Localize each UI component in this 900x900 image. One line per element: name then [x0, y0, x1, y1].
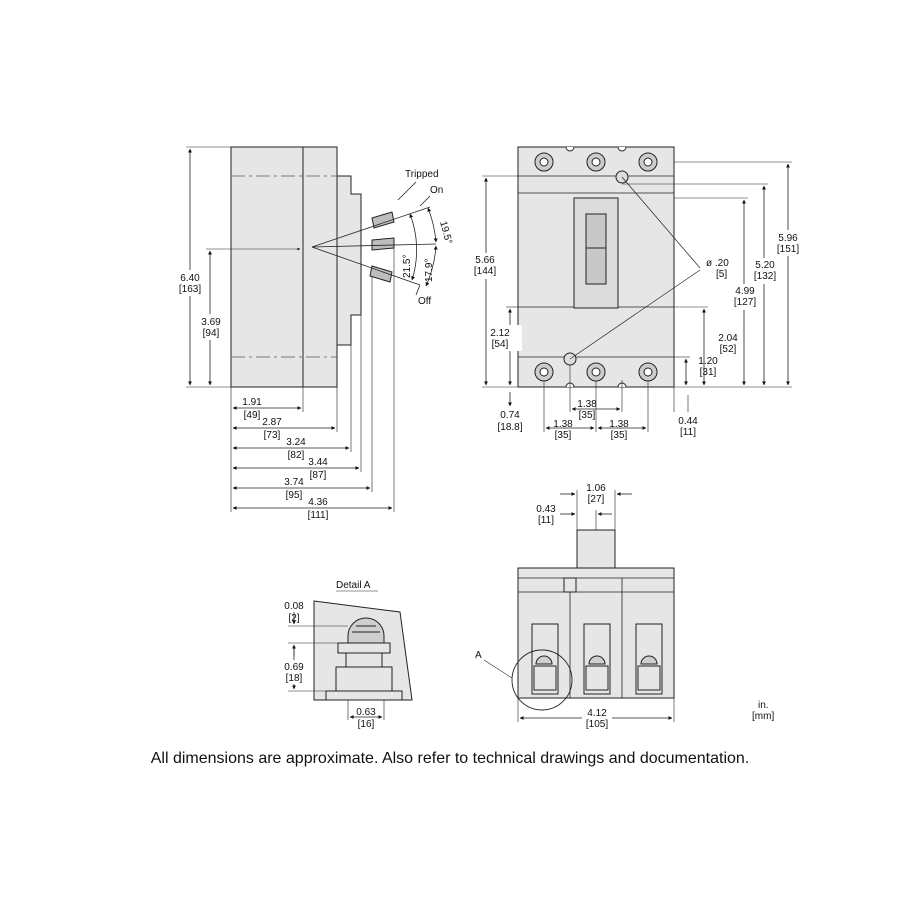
dim-pitch-right-in: 1.38 [609, 419, 629, 430]
dim-063-in: 0.63 [356, 707, 376, 718]
dim-044-mm: [11] [680, 427, 696, 438]
dim-344-mm: [87] [309, 470, 327, 481]
dim-324-in: 3.24 [286, 437, 306, 448]
label-tripped: Tripped [405, 169, 439, 180]
dim-pitch-top-in: 1.38 [577, 399, 597, 410]
dim-287-mm: [73] [263, 430, 281, 441]
angle-21-5: 21.5° [402, 254, 413, 278]
end-view [475, 483, 774, 730]
dim-566-in: 5.66 [475, 255, 495, 266]
label-off: Off [418, 296, 432, 307]
callout-a: A [475, 650, 482, 661]
dim-287-in: 2.87 [262, 417, 282, 428]
dim-204-in: 2.04 [718, 333, 738, 344]
side-step [337, 176, 361, 345]
label-on: On [430, 185, 444, 196]
dim-044-in: 0.44 [678, 416, 698, 427]
dim-pitch-top-mm: [35] [578, 410, 596, 421]
unit-mm: [mm] [752, 711, 775, 722]
dim-374-mm: [95] [285, 490, 303, 501]
detail-a-title: Detail A [336, 580, 371, 591]
dim-212-mm: [54] [491, 339, 509, 350]
dim-596-mm: [151] [776, 244, 800, 255]
end-handle [577, 530, 615, 568]
dim-120-in: 1.20 [698, 356, 718, 367]
dim-566-mm: [144] [473, 266, 497, 277]
dim-324-mm: [82] [287, 450, 305, 461]
dim-436-in: 4.36 [308, 497, 328, 508]
angle-19-5: 19.5° [437, 219, 454, 246]
unit-inch: in. [758, 700, 769, 711]
dim-069-in: 0.69 [284, 662, 304, 673]
angle-17-9: 17.9° [424, 258, 435, 282]
side-view [176, 147, 454, 521]
dim-436-mm: [111] [307, 510, 329, 521]
dim-344-in: 3.44 [308, 457, 328, 468]
footer-note: All dimensions are approximate. Also refer to technical drawings and documentation. [150, 750, 750, 767]
dim-106-mm: [27] [587, 494, 605, 505]
detail-a [279, 580, 412, 730]
dim-596-in: 5.96 [778, 233, 798, 244]
dim-499-in: 4.99 [735, 286, 755, 297]
dim-hole-mm: [5] [716, 269, 728, 280]
dim-008-in: 0.08 [284, 601, 304, 612]
dim-412-mm: [105] [585, 719, 609, 730]
dim-hole-in: ø .20 [706, 258, 729, 269]
dim-063-mm: [16] [357, 719, 375, 730]
dim-191-in: 1.91 [242, 397, 262, 408]
dim-043-mm: [11] [538, 515, 554, 526]
dim-106-in: 1.06 [586, 483, 606, 494]
dim-640-in: 6.40 [180, 273, 200, 284]
handle-slot [586, 214, 606, 284]
side-body-rear [231, 147, 303, 387]
dim-204-mm: [52] [719, 344, 737, 355]
dim-374-in: 3.74 [284, 477, 304, 488]
front-view [468, 147, 806, 441]
dim-640-mm: [163] [178, 284, 202, 295]
dim-191-mm: [49] [243, 410, 261, 421]
side-body-front [303, 147, 337, 387]
dim-008-mm: [2] [288, 613, 300, 624]
dim-074-in: 0.74 [500, 410, 520, 421]
dim-520-mm: [132] [753, 271, 777, 282]
dim-520-in: 5.20 [755, 260, 775, 271]
dim-369-mm: [94] [202, 328, 220, 339]
end-lugs [532, 624, 662, 694]
dim-499-mm: [127] [733, 297, 757, 308]
dim-pitch-left-in: 1.38 [553, 419, 573, 430]
dim-pitch-right-mm: [35] [610, 430, 628, 441]
dim-pitch-left-mm: [35] [554, 430, 572, 441]
dim-043-in: 0.43 [536, 504, 556, 515]
dim-074-mm: [18.8] [497, 422, 523, 433]
dim-069-mm: [18] [285, 673, 303, 684]
dim-212-in: 2.12 [490, 328, 510, 339]
handle-on [372, 238, 394, 250]
dim-120-mm: [31] [699, 367, 717, 378]
dim-369-in: 3.69 [201, 317, 221, 328]
dim-412-in: 4.12 [587, 708, 607, 719]
